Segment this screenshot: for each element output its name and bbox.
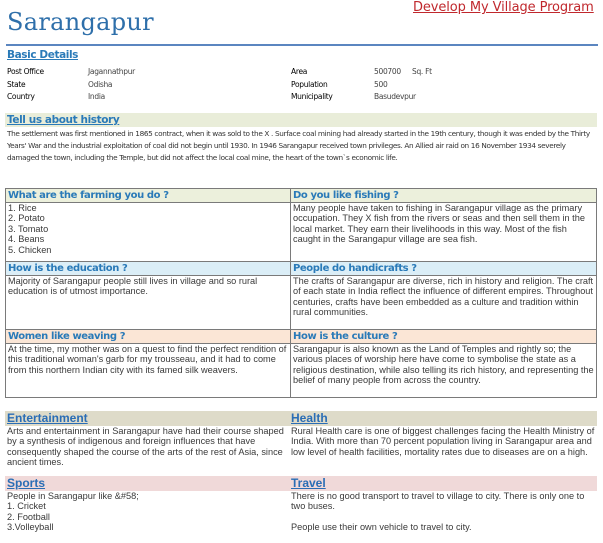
population-value: 500 xyxy=(374,79,388,89)
country-label: Country xyxy=(7,92,35,101)
list-item: 2. Potato xyxy=(8,213,45,224)
weaving-text: At the time, my mother was on a quest to find the perfect rendition of this traditional woman's garb for my trousseau, and it had to come from this northern Indian city with its famed silk weavers. xyxy=(8,344,287,375)
fishing-text: Many people have taken to fishing in Sarangapur village as the primary occupation. They X fish from the rivers or seas and then sell them in the local market. They earn their livelihoods in this way. Most of the fish caught in the Sarangapur village are sea fish. xyxy=(293,203,585,245)
travel-text xyxy=(291,491,591,532)
grid-row xyxy=(6,262,596,330)
health-heading[interactable]: Health xyxy=(291,411,328,425)
basic-details-heading[interactable]: Basic Details xyxy=(7,49,79,61)
post-office-value: Jagannathpur xyxy=(88,67,135,76)
travel-heading[interactable]: Travel xyxy=(291,476,326,490)
village-title: Sarangapur xyxy=(7,8,154,36)
state-value: Odisha xyxy=(88,79,113,89)
grid-row xyxy=(6,189,596,262)
sports-list xyxy=(7,491,289,533)
handicrafts-heading: People do handicrafts ? xyxy=(291,262,596,276)
list-item: 1. Rice xyxy=(8,203,37,213)
list-item: 2. Football xyxy=(7,511,50,522)
develop-my-village-program-link[interactable]: Develop My Village Program xyxy=(413,0,594,15)
area-label: Area xyxy=(291,67,308,76)
travel-text-1: There is no good transport to travel to village to city. There is only one to two buses. xyxy=(291,491,585,512)
education-heading: How is the education ? xyxy=(6,262,290,276)
details-row xyxy=(7,91,597,104)
sports-heading[interactable]: Sports xyxy=(7,476,46,490)
list-item: 3.Volleyball xyxy=(7,522,54,533)
grid-row xyxy=(6,330,596,397)
history-text: The settlement was first mentioned in 1865 contract, when it was sold to the X . Surface coal mining had already started in the 19th century, though it was ended by the Thirty Years' War and the industrial exploitation of coal did not begin until 1930. In 1946 Sarangapur received town privileges. An Allied air raid on 16 November 1934 severely damaged the town, including the Temple, but did not affect the local coal mine, the heart of the town`s economic life. xyxy=(7,129,590,162)
history-heading[interactable]: Tell us about history xyxy=(7,114,120,126)
education-text: Majority of Sarangapur people still lives in village and so rural education is of utmost importance. xyxy=(8,276,258,297)
farming-heading: What are the farming you do ? xyxy=(6,189,290,203)
weaving-heading: Women like weaving ? xyxy=(6,330,290,344)
municipality-label: Municipality xyxy=(291,92,333,101)
culture-heading: How is the culture ? xyxy=(291,330,596,344)
details-row xyxy=(7,66,597,79)
weaving-cell xyxy=(6,330,291,397)
fishing-heading: Do you like fishing ? xyxy=(291,189,596,203)
area-unit: Sq. Ft xyxy=(412,67,432,76)
municipality-value: Basudevpur xyxy=(374,92,416,101)
details-row xyxy=(7,79,597,92)
list-item: 4. Beans xyxy=(8,234,45,245)
handicrafts-cell xyxy=(291,262,596,329)
culture-text: Sarangapur is also known as the Land of Temples and rightly so; the various places of worship here have come to symbolise the state as a religious destination, while also telling its rich history, and representing the belief of many people from across the country. xyxy=(293,344,594,386)
basic-details-table xyxy=(7,66,597,104)
qa-grid xyxy=(5,188,597,398)
education-cell xyxy=(6,262,291,329)
farming-cell xyxy=(6,189,291,261)
farming-list xyxy=(6,203,290,261)
list-item: 1. Cricket xyxy=(7,501,46,512)
post-office-label: Post Office xyxy=(7,67,44,76)
state-label: State xyxy=(7,79,26,89)
sports-intro: People in Sarangapur like &#58; xyxy=(7,491,139,501)
title-divider xyxy=(6,44,598,46)
handicrafts-text: The crafts of Sarangapur are diverse, rich in history and religion. The craft of each state in India reflect the influence of different empires. Throughout centuries, crafts have been embedded as a culture and tradition within rural communities. xyxy=(293,276,594,318)
list-item: 3. Tomato xyxy=(8,223,49,234)
area-value: 500700 xyxy=(374,67,401,76)
country-value: India xyxy=(88,92,105,101)
entertainment-text: Arts and entertainment in Sarangapur have had their course shaped by a synthesis of indigenous and foreign influences that have consequently shaped the course of the arts of the rest of Asia, since ancient times. xyxy=(7,426,284,468)
spacer xyxy=(291,512,591,522)
travel-text-2: People use their own vehicle to travel to city. xyxy=(291,521,472,532)
population-label: Population xyxy=(291,79,328,89)
list-item: 5. Chicken xyxy=(8,244,52,255)
culture-cell xyxy=(291,330,596,397)
fishing-cell xyxy=(291,189,596,261)
entertainment-heading[interactable]: Entertainment xyxy=(7,411,88,425)
health-text: Rural Health care is one of biggest challenges facing the Health Ministry of India. With more than 70 percent population living in Sarangapur area and low level of health facilities, mortality rates due to diseases are on a high. xyxy=(291,426,595,457)
